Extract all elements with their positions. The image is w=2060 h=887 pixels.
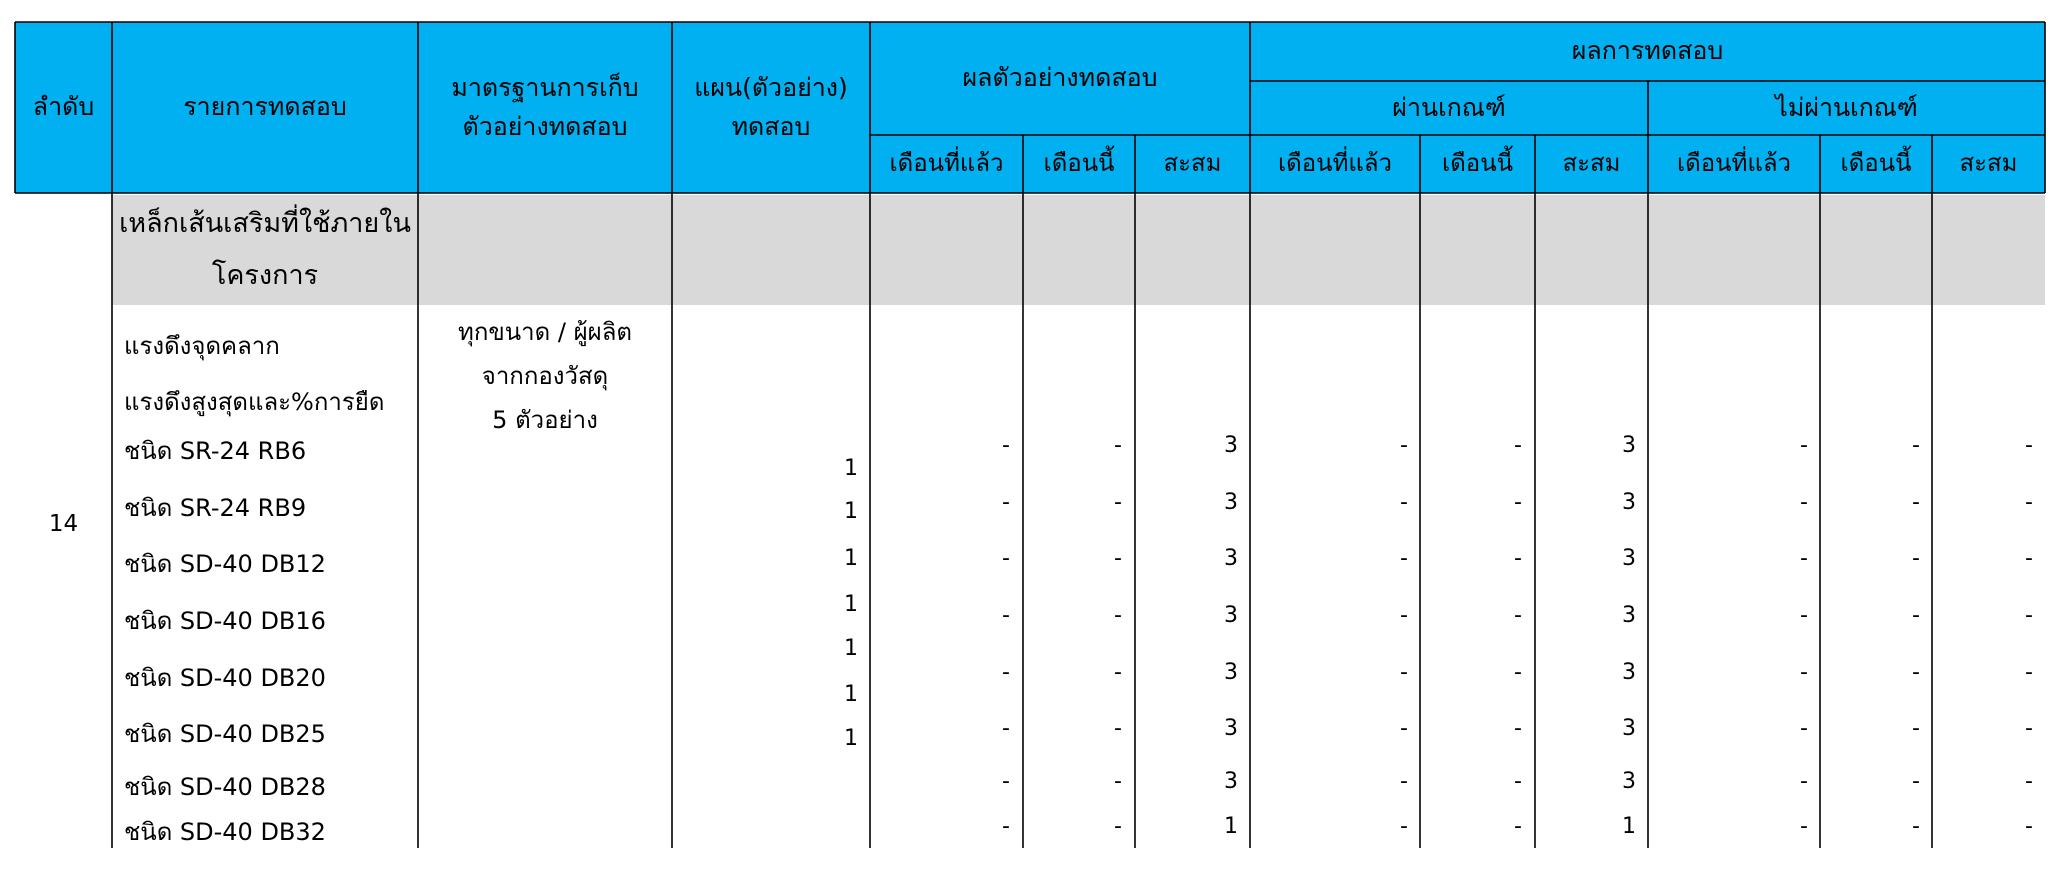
row-p-cum-value: 3 xyxy=(1622,660,1636,685)
row-f-prev-value: - xyxy=(1800,716,1808,741)
row-f-cum-value: - xyxy=(2025,769,2033,794)
header-fail-cumulative: สะสม xyxy=(1959,149,2018,178)
row-f-cum-value: - xyxy=(2025,490,2033,515)
row-s-prev-value: - xyxy=(1002,490,1010,515)
row-f-prev-value: - xyxy=(1800,814,1808,839)
row-s-cum-value: 3 xyxy=(1224,769,1238,794)
row-plan-value: 1 xyxy=(844,592,858,617)
sampling-standard-line3: 5 ตัวอย่าง xyxy=(492,406,598,434)
row-p-prev-value: - xyxy=(1400,490,1408,515)
row-f-prev-value: - xyxy=(1800,546,1808,571)
header-plan-line2: ทดสอบ xyxy=(731,111,811,141)
row-p-this-value: - xyxy=(1514,603,1522,628)
row-s-this-value: - xyxy=(1114,546,1122,571)
row-s-cum-value: 3 xyxy=(1224,433,1238,458)
header-pass-this-month: เดือนนี้ xyxy=(1441,149,1513,178)
category-title xyxy=(112,198,418,302)
row-item-name: ชนิด SD-40 DB12 xyxy=(124,550,326,578)
header-test-item: รายการทดสอบ xyxy=(183,92,347,122)
row-p-prev-value: - xyxy=(1400,814,1408,839)
row-s-cum-value: 3 xyxy=(1224,603,1238,628)
row-p-this-value: - xyxy=(1514,716,1522,741)
row-seq-number: 14 xyxy=(48,511,79,538)
header-test-results: ผลการทดสอบ xyxy=(1571,36,1724,66)
row-f-prev-value: - xyxy=(1800,769,1808,794)
row-f-this-value: - xyxy=(1912,490,1920,515)
row-p-this-value: - xyxy=(1514,814,1522,839)
row-f-prev-value: - xyxy=(1800,433,1808,458)
row-p-this-value: - xyxy=(1514,433,1522,458)
row-s-this-value: - xyxy=(1114,716,1122,741)
row-s-cum-value: 3 xyxy=(1224,546,1238,571)
row-plan-value: 1 xyxy=(844,456,858,481)
row-p-prev-value: - xyxy=(1400,546,1408,571)
header-standard xyxy=(418,22,672,193)
row-p-cum-value: 3 xyxy=(1622,433,1636,458)
header-fail: ไม่ผ่านเกณฑ์ xyxy=(1775,92,1918,122)
row-item-name: ชนิด SD-40 DB20 xyxy=(124,664,326,692)
row-item-name: ชนิด SD-40 DB28 xyxy=(124,773,326,801)
header-fail-prev-month: เดือนที่แล้ว xyxy=(1676,149,1792,178)
row-p-cum-value: 1 xyxy=(1622,814,1636,839)
category-title-line2: โครงการ xyxy=(211,260,319,291)
header-sample-results: ผลตัวอย่างทดสอบ xyxy=(962,63,1158,93)
row-s-this-value: - xyxy=(1114,769,1122,794)
row-s-prev-value: - xyxy=(1002,546,1010,571)
row-s-prev-value: - xyxy=(1002,769,1010,794)
row-f-prev-value: - xyxy=(1800,603,1808,628)
header-standard-line2: ตัวอย่างทดสอบ xyxy=(462,111,628,141)
row-s-cum-value: 3 xyxy=(1224,716,1238,741)
header-plan-line1: แผน(ตัวอย่าง) xyxy=(694,72,848,102)
row-f-cum-value: - xyxy=(2025,603,2033,628)
row-s-prev-value: - xyxy=(1002,716,1010,741)
row-f-cum-value: - xyxy=(2025,814,2033,839)
row-f-this-value: - xyxy=(1912,716,1920,741)
row-f-prev-value: - xyxy=(1800,660,1808,685)
row-s-cum-value: 3 xyxy=(1224,660,1238,685)
row-f-this-value: - xyxy=(1912,546,1920,571)
row-s-prev-value: - xyxy=(1002,660,1010,685)
row-f-this-value: - xyxy=(1912,814,1920,839)
row-s-this-value: - xyxy=(1114,814,1122,839)
row-p-cum-value: 3 xyxy=(1622,546,1636,571)
category-title-line1: เหล็กเส้นเสริมที่ใช้ภายใน xyxy=(119,208,411,239)
row-plan-value: 1 xyxy=(844,726,858,751)
intro-yield-strength: แรงดึงจุดคลาก xyxy=(124,332,280,360)
row-plan-value: 1 xyxy=(844,636,858,661)
row-f-cum-value: - xyxy=(2025,433,2033,458)
row-s-this-value: - xyxy=(1114,603,1122,628)
row-p-this-value: - xyxy=(1514,769,1522,794)
row-f-this-value: - xyxy=(1912,603,1920,628)
row-s-prev-value: - xyxy=(1002,603,1010,628)
header-sample-prev-month: เดือนที่แล้ว xyxy=(889,149,1004,178)
row-plan-value: 1 xyxy=(844,499,858,524)
row-p-prev-value: - xyxy=(1400,433,1408,458)
row-p-cum-value: 3 xyxy=(1622,603,1636,628)
row-s-this-value: - xyxy=(1114,490,1122,515)
row-item-name: ชนิด SD-40 DB25 xyxy=(124,720,326,748)
row-p-this-value: - xyxy=(1514,546,1522,571)
header-sample-this-month: เดือนนี้ xyxy=(1043,149,1115,178)
row-s-cum-value: 3 xyxy=(1224,490,1238,515)
sampling-standard-line2: จากกองวัสดุ xyxy=(481,362,609,390)
sampling-standard-line1: ทุกขนาด / ผู้ผลิต xyxy=(458,318,632,346)
intro-tensile-elongation: แรงดึงสูงสุดและ%การยืด xyxy=(124,388,385,416)
row-p-this-value: - xyxy=(1514,490,1522,515)
row-s-this-value: - xyxy=(1114,660,1122,685)
row-p-prev-value: - xyxy=(1400,769,1408,794)
header-pass: ผ่านเกณฑ์ xyxy=(1392,92,1506,122)
row-s-cum-value: 1 xyxy=(1224,814,1238,839)
header-seq: ลำดับ xyxy=(32,92,95,122)
row-f-cum-value: - xyxy=(2025,546,2033,571)
row-p-this-value: - xyxy=(1514,660,1522,685)
row-item-name: ชนิด SR-24 RB6 xyxy=(124,437,307,465)
header-pass-cumulative: สะสม xyxy=(1562,149,1621,178)
header-fail-this-month: เดือนนี้ xyxy=(1840,149,1912,178)
header-standard-line1: มาตรฐานการเก็บ xyxy=(451,72,639,102)
row-item-name: ชนิด SD-40 DB16 xyxy=(124,607,326,635)
row-p-prev-value: - xyxy=(1400,603,1408,628)
row-p-cum-value: 3 xyxy=(1622,769,1636,794)
header-pass-prev-month: เดือนที่แล้ว xyxy=(1277,149,1393,178)
row-s-prev-value: - xyxy=(1002,814,1010,839)
header-sample-cumulative: สะสม xyxy=(1163,149,1222,178)
row-p-prev-value: - xyxy=(1400,716,1408,741)
sampling-standard xyxy=(418,310,672,442)
row-item-name: ชนิด SR-24 RB9 xyxy=(124,494,307,522)
row-f-this-value: - xyxy=(1912,769,1920,794)
row-plan-value: 1 xyxy=(844,682,858,707)
row-p-prev-value: - xyxy=(1400,660,1408,685)
row-p-cum-value: 3 xyxy=(1622,716,1636,741)
row-p-cum-value: 3 xyxy=(1622,490,1636,515)
row-f-cum-value: - xyxy=(2025,660,2033,685)
row-plan-value: 1 xyxy=(844,546,858,571)
row-s-prev-value: - xyxy=(1002,433,1010,458)
row-f-prev-value: - xyxy=(1800,490,1808,515)
header-plan xyxy=(672,22,870,193)
row-item-name: ชนิด SD-40 DB32 xyxy=(124,818,326,846)
row-f-this-value: - xyxy=(1912,433,1920,458)
row-f-this-value: - xyxy=(1912,660,1920,685)
row-f-cum-value: - xyxy=(2025,716,2033,741)
row-s-this-value: - xyxy=(1114,433,1122,458)
